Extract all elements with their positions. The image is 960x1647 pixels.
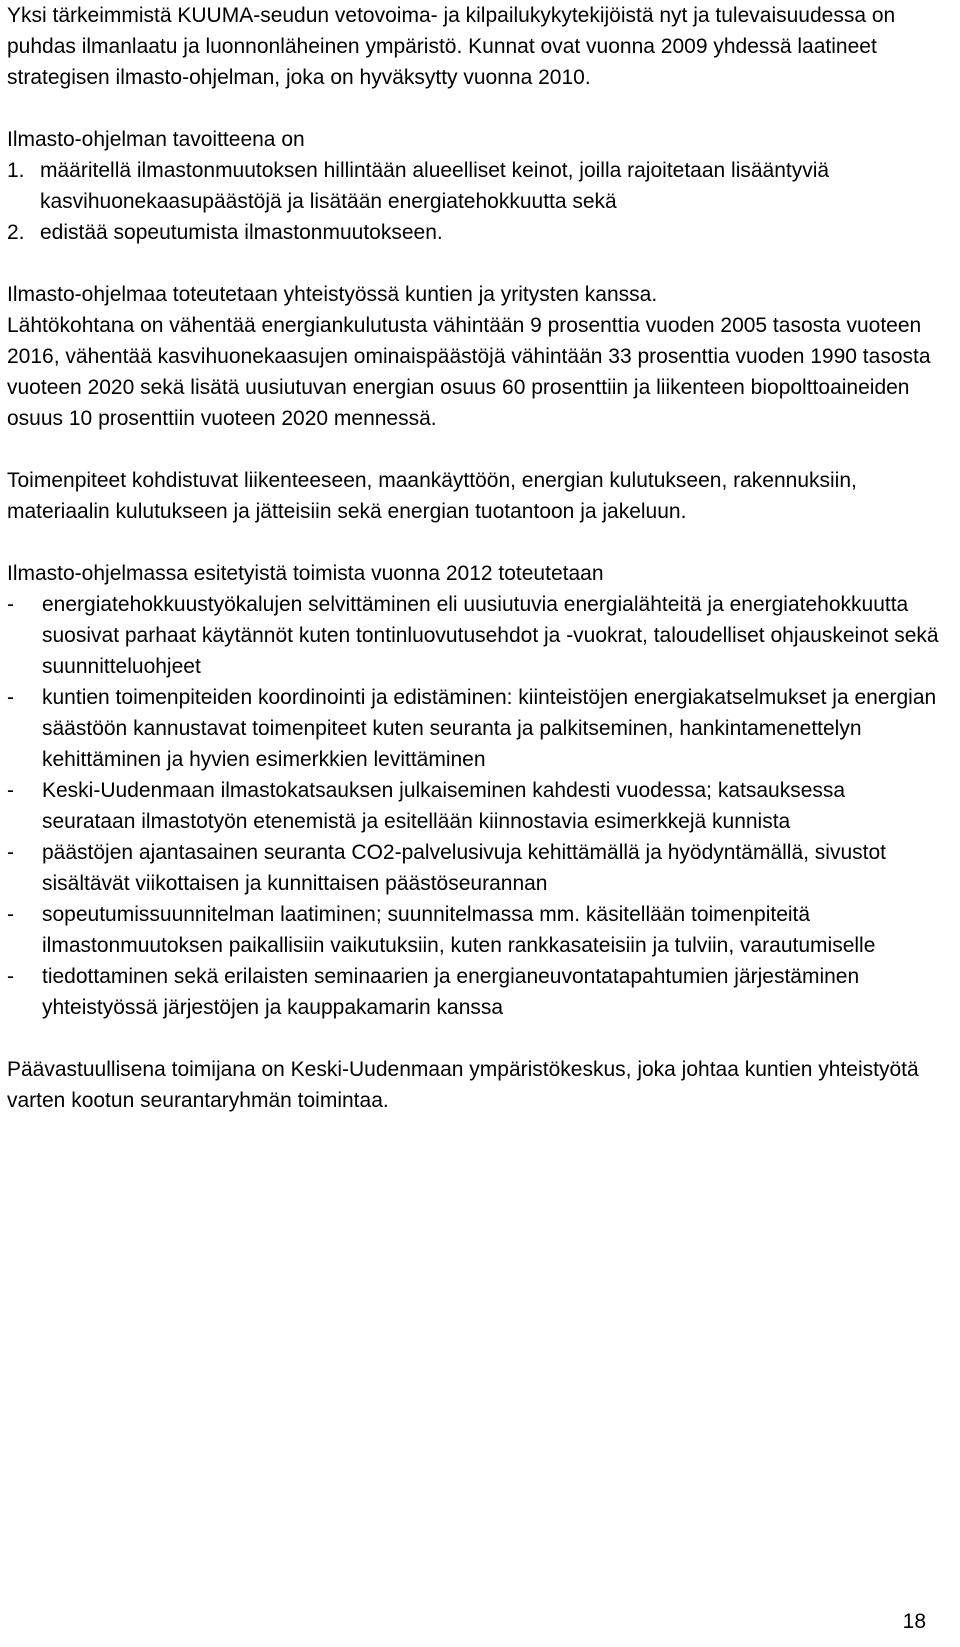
spacer <box>7 93 942 124</box>
list-dash: - <box>7 686 14 709</box>
action-item <box>7 589 942 682</box>
list-dash: - <box>7 965 14 988</box>
action-item <box>7 899 942 961</box>
cooperation-paragraph: Ilmasto-ohjelmaa toteutetaan yhteistyössä kuntien ja yritysten kanssa. <box>7 283 658 306</box>
responsible-paragraph: Päävastuullisena toimijana on Keski-Uudenmaan ympäristökeskus, joka johtaa kuntien yhteistyötä varten kootun seurantaryhmän toimintaa. <box>7 1058 919 1112</box>
goal-item <box>7 155 942 217</box>
action-item <box>7 837 942 899</box>
action-item <box>7 961 942 1023</box>
goal-number: 2. <box>7 221 25 244</box>
list-dash: - <box>7 903 14 926</box>
goal-text: määritellä ilmastonmuutoksen hillintään alueelliset keinot, joilla rajoitetaan lisääntyviä kasvihuonekaasupäästöjä ja lisätään energiatehokkuutta sekä <box>40 159 830 213</box>
action-text: energiatehokkuustyökalujen selvittäminen eli uusiutuvia energialähteitä ja energiatehokkuutta suosivat parhaat käytännöt kuten tontinluovutusehdot ja -vuokrat, taloudelliset ohjauskeinot sekä suunnitteluohjeet <box>42 593 939 678</box>
goals-heading: Ilmasto-ohjelman tavoitteena on <box>7 128 305 151</box>
measures-paragraph: Toimenpiteet kohdistuvat liikenteeseen, maankäyttöön, energian kulutukseen, rakennuksiin, materiaalin kulutukseen ja jätteisiin sekä energian tuotantoon ja jakeluun. <box>7 469 857 523</box>
action-text: Keski-Uudenmaan ilmastokatsauksen julkaiseminen kahdesti vuodessa; katsauksessa seurataan ilmastotyön etenemistä ja esitellään kiinnostavia esimerkkejä kunnista <box>42 779 846 833</box>
action-item <box>7 682 942 775</box>
list-dash: - <box>7 593 14 616</box>
spacer <box>7 434 942 465</box>
action-text: päästöjen ajantasainen seuranta CO2-palvelusivuja kehittämällä ja hyödyntämällä, sivustot sisältävät viikottaisen ja kunnittaisen päästöseurannan <box>42 841 886 895</box>
actions-heading: Ilmasto-ohjelmassa esitetyistä toimista vuonna 2012 toteutetaan <box>7 562 604 585</box>
action-item <box>7 775 942 837</box>
list-dash: - <box>7 779 14 802</box>
targets-paragraph: Lähtökohtana on vähentää energiankulutusta vähintään 9 prosenttia vuoden 2005 tasosta vuoteen 2016, vähentää kasvihuonekaasujen ominaispäästöjä vähintään 33 prosenttia vuoden 1990 tasosta vuoteen 2020 sekä lisätä uusiutuvan energian osuus 60 prosenttiin ja liikenteen biopolttoaineiden osuus 10 prosenttiin vuoteen 2020 mennessä. <box>7 314 931 430</box>
action-text: kuntien toimenpiteiden koordinointi ja edistäminen: kiinteistöjen energiakatselmukset ja energian säästöön kannustavat toimenpiteet kuten seuranta ja palkitseminen, hankintamenettelyn kehittäminen ja hyvien esimerkkien levittäminen <box>42 686 937 771</box>
spacer <box>7 527 942 558</box>
action-text: sopeutumissuunnitelman laatiminen; suunnitelmassa mm. käsitellään toimenpiteitä ilmastonmuutoksen paikallisiin vaikutuksiin, kuten rankkasateisiin ja tulviin, varautumiselle <box>42 903 876 957</box>
page-number: 18 <box>902 1610 926 1633</box>
intro-paragraph: Yksi tärkeimmistä KUUMA-seudun vetovoima- ja kilpailukykytekijöistä nyt ja tulevaisuudessa on puhdas ilmanlaatu ja luonnonläheinen ympäristö. Kunnat ovat vuonna 2009 yhdessä laatineet strategisen ilmasto-ohjelman, joka on hyväksytty vuonna 2010. <box>7 4 896 89</box>
goal-item <box>7 217 942 248</box>
spacer <box>7 1023 942 1054</box>
list-dash: - <box>7 841 14 864</box>
spacer <box>7 248 942 279</box>
document-page <box>7 0 942 1116</box>
action-text: tiedottaminen sekä erilaisten seminaarien ja energianeuvontatapahtumien järjestäminen yhteistyössä järjestöjen ja kauppakamarin kanssa <box>42 965 860 1019</box>
goal-number: 1. <box>7 159 25 182</box>
goal-text: edistää sopeutumista ilmastonmuutokseen. <box>40 221 443 244</box>
